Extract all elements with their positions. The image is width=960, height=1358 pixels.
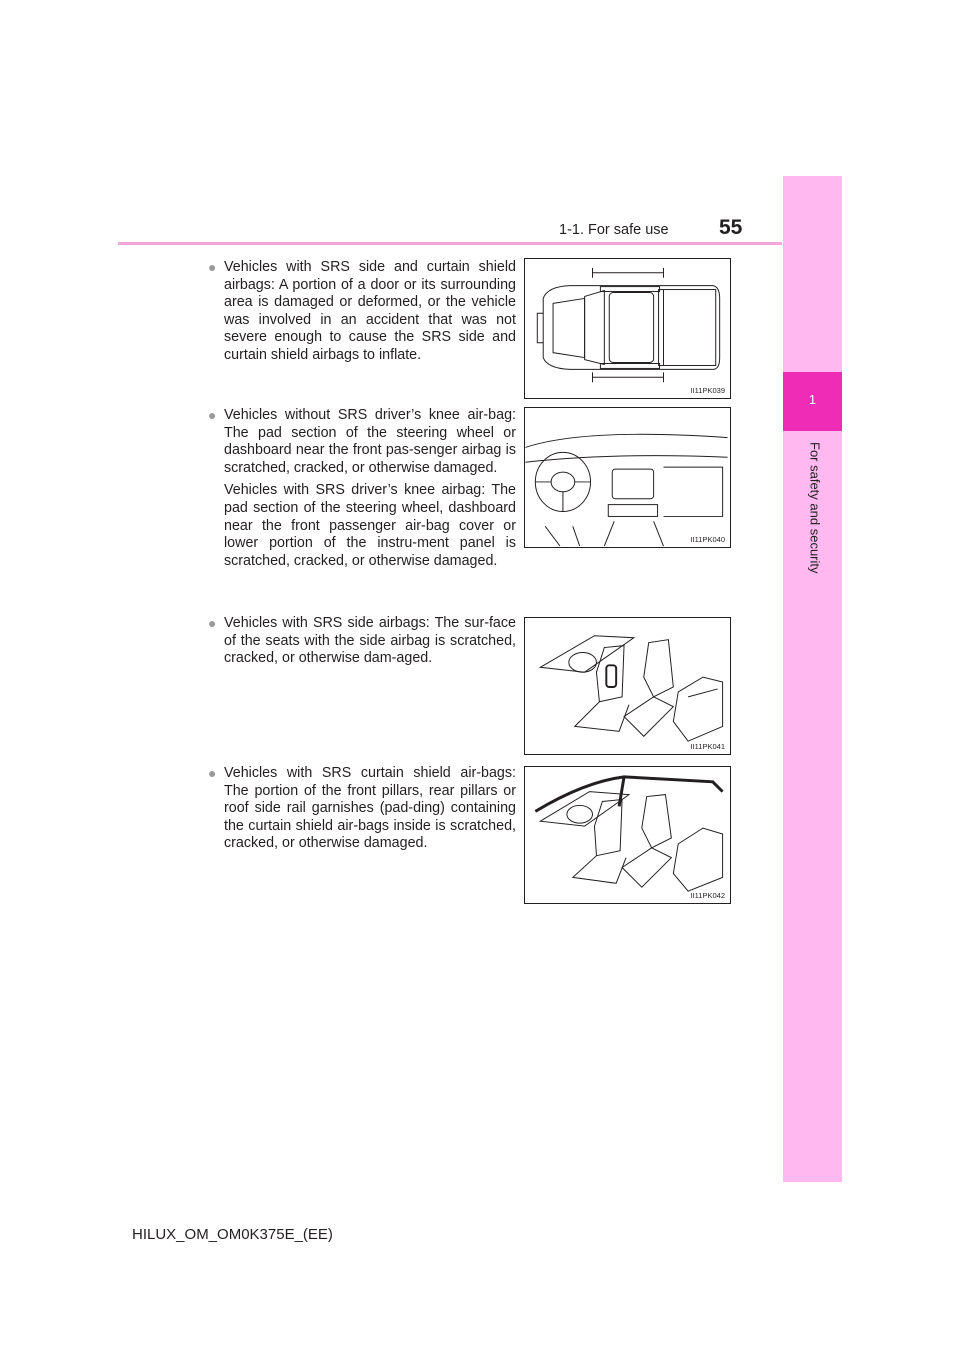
list-item [208,765,516,853]
figure-vehicle-top-view [524,258,731,399]
seats-illustration [525,618,730,754]
bullet-icon: ● [208,765,217,781]
list-item [208,615,516,668]
item-text: Vehicles with SRS curtain shield air-bags: The portion of the front pillars, rear pillars or roof side rail garnishes (pad-ding) containing the curtain shield air-bags inside is scratched, cracked, or otherwise damaged. [224,765,516,852]
chapter-side-tab [783,176,842,1182]
document-footer: HILUX_OM_OM0K375E_(EE) [132,1226,333,1243]
item-text: Vehicles with SRS side airbags: The sur-face of the seats with the side airbag is scratched, cracked, or otherwise dam-aged. [224,615,516,667]
figure-code: II11PK041 [690,742,725,751]
figure-curtain-shield-airbags [524,766,731,904]
list-item [208,407,516,570]
header-rule [118,242,782,245]
bullet-icon: ● [208,615,217,631]
page-number: 55 [719,216,743,239]
bullet-icon: ● [208,259,217,275]
item-text-continued: Vehicles with SRS driver’s knee airbag: The pad section of the steering wheel, dashboard near the front passenger air-bag cover or lower portion of the instru-ment panel is scratched, cracked, or otherwise damaged. [224,482,516,569]
item-text: Vehicles with SRS side and curtain shield airbags: A portion of a door or its surrounding area is damaged or deformed, or the vehicle was involved in an accident that was not severe enough to cause the SRS side and curtain shield airbags to inflate. [224,259,516,363]
figure-code: II11PK042 [690,891,725,900]
curtain-airbag-illustration [525,767,730,903]
figure-code: II11PK039 [690,386,725,395]
dashboard-illustration [525,408,730,547]
list-item [208,259,516,365]
bullet-icon: ● [208,407,217,423]
item-text: Vehicles without SRS driver’s knee air-bag: The pad section of the steering wheel or dashboard near the front pas-senger airbag is scratched, cracked, or otherwise damaged. [224,407,516,476]
figure-seat-side-airbags [524,617,731,755]
chapter-title [806,442,824,622]
figure-code: II11PK040 [690,535,725,544]
chapter-number-box [783,372,842,431]
figure-dashboard [524,407,731,548]
vehicle-top-view-illustration [525,259,730,398]
chapter-title-text: For safety and security [807,442,823,574]
section-title: 1-1. For safe use [559,222,669,238]
chapter-number: 1 [808,392,817,407]
